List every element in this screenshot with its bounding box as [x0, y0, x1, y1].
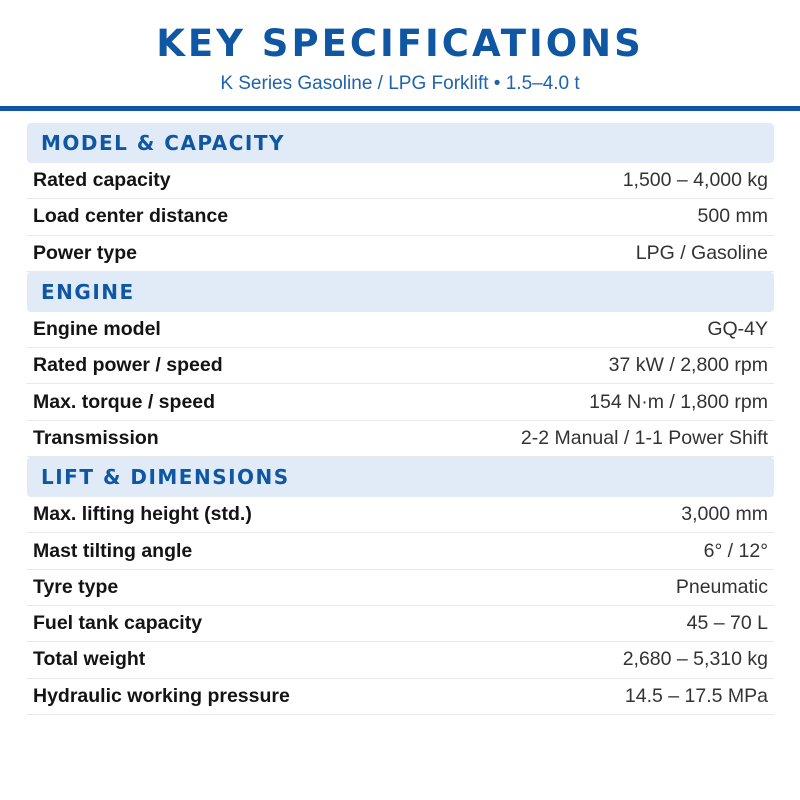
spec-value: 37 kW / 2,800 rpm [608, 354, 768, 377]
spec-row [27, 533, 774, 569]
spec-value: 3,000 mm [681, 503, 768, 526]
spec-row [27, 348, 774, 384]
spec-label: Transmission [33, 426, 159, 449]
spec-row [27, 497, 774, 533]
page-subtitle: K Series Gasoline / LPG Forklift • 1.5–4.0 t [220, 73, 580, 94]
spec-row [27, 199, 774, 235]
spec-value: LPG / Gasoline [635, 241, 768, 264]
spec-label: Tyre type [33, 575, 119, 598]
spec-row [27, 421, 774, 457]
spec-value: 2-2 Manual / 1-1 Power Shift [520, 426, 768, 449]
spec-label: Load center distance [33, 205, 229, 228]
spec-label: Max. torque / speed [33, 390, 216, 413]
spec-row [27, 642, 774, 678]
section-header-engine [27, 272, 774, 312]
section-title: MODEL & CAPACITY [41, 131, 285, 155]
spec-value: 45 – 70 L [686, 612, 768, 635]
spec-row [27, 384, 774, 420]
spec-label: Mast tilting angle [33, 539, 193, 562]
spec-row [27, 679, 774, 715]
spec-table [27, 123, 774, 715]
spec-row [27, 606, 774, 642]
section-header-lift-dimensions [27, 457, 774, 497]
spec-row [27, 312, 774, 348]
spec-label: Engine model [33, 318, 161, 341]
spec-label: Max. lifting height (std.) [33, 503, 252, 526]
spec-label: Fuel tank capacity [33, 612, 203, 635]
spec-value: 2,680 – 5,310 kg [622, 648, 768, 671]
header [0, 0, 800, 96]
section-title: LIFT & DIMENSIONS [41, 465, 290, 490]
spec-value: 154 N·m / 1,800 rpm [589, 390, 768, 413]
spec-label: Hydraulic working pressure [33, 684, 290, 707]
section-title: ENGINE [41, 279, 135, 304]
spec-label: Rated capacity [33, 169, 171, 192]
spec-value: Pneumatic [675, 575, 768, 598]
spec-value: 6° / 12° [703, 539, 768, 562]
spec-value: 500 mm [697, 205, 768, 228]
spec-label: Power type [33, 241, 138, 264]
page-title: KEY SPECIFICATIONS [156, 22, 644, 65]
spec-value: 14.5 – 17.5 MPa [624, 684, 768, 707]
header-divider [0, 106, 800, 111]
spec-value: GQ-4Y [707, 318, 768, 341]
spec-row [27, 236, 774, 272]
spec-value: 1,500 – 4,000 kg [622, 169, 768, 192]
spec-label: Rated power / speed [33, 354, 223, 377]
section-header-model-capacity [27, 123, 774, 163]
spec-label: Total weight [33, 648, 146, 671]
spec-row [27, 163, 774, 199]
spec-row [27, 570, 774, 606]
